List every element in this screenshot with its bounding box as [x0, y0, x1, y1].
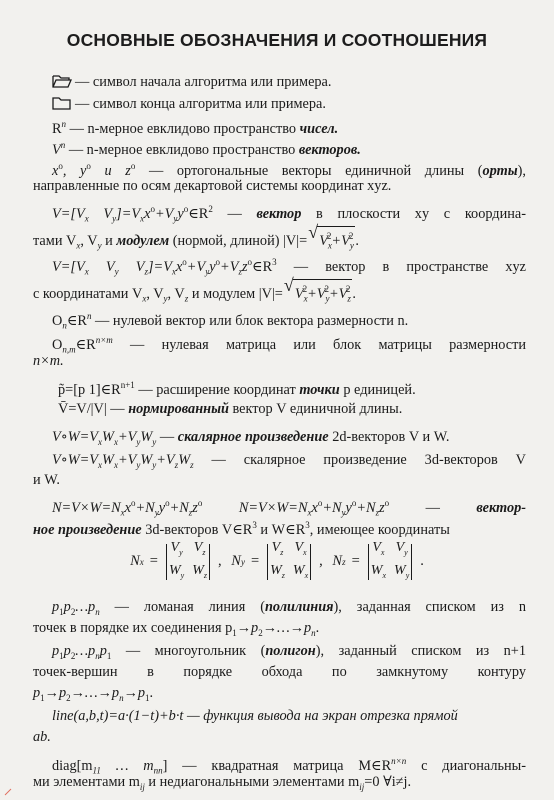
m: ∈R — [188, 205, 209, 222]
m: x — [380, 547, 385, 557]
m: W — [178, 452, 191, 468]
m: y — [205, 266, 210, 277]
m: o — [215, 257, 221, 267]
m: o — [183, 204, 189, 214]
m: x — [175, 258, 183, 275]
m: z — [379, 499, 385, 516]
m: V̄=V/|V| — — [58, 401, 129, 417]
m: 1 — [232, 627, 237, 638]
m: o — [317, 498, 323, 508]
line-vn — [52, 136, 361, 159]
line-polyline — [52, 598, 526, 621]
t: — скалярное произведение 3d-векторов V — [193, 452, 526, 468]
m: →…→p — [70, 685, 120, 701]
line-line-func — [52, 707, 458, 725]
m: y — [114, 266, 119, 277]
m: V=[V — [52, 258, 85, 275]
m: V — [88, 205, 113, 222]
m: V — [88, 258, 115, 275]
term-vector: вектор — [256, 205, 302, 222]
m: +N — [169, 499, 189, 516]
m: x — [124, 499, 132, 516]
m: W — [102, 452, 114, 468]
t: p единицей. — [339, 381, 416, 398]
m: y — [345, 499, 352, 516]
t: — ломаная линия ( — [99, 599, 265, 615]
m: p — [63, 643, 71, 659]
m: ab. — [33, 729, 51, 745]
m: p — [52, 599, 60, 615]
m: y — [177, 205, 184, 222]
m: n — [119, 692, 124, 703]
m: o — [58, 161, 63, 171]
m: N — [231, 553, 241, 570]
m: x — [382, 570, 387, 580]
m: x — [311, 499, 318, 516]
m: ∈R — [66, 312, 87, 329]
m: p̃=[p 1]∈R — [58, 381, 121, 398]
line-v2d — [52, 200, 526, 228]
line-algorithm-end — [52, 95, 326, 115]
m: 1 — [106, 650, 112, 661]
m: 2 — [345, 284, 351, 294]
t: 2d-векторов V и W. — [328, 429, 450, 445]
m: n — [95, 606, 100, 617]
m: →p — [236, 620, 259, 636]
m: N=V×W=N — [202, 499, 308, 516]
t: — ортогональные векторы единичной длины ( — [135, 162, 483, 179]
line-dot-3d-2 — [33, 471, 60, 489]
m: x — [303, 293, 308, 304]
m: z — [281, 570, 285, 580]
m: y — [349, 240, 354, 251]
m: 2 — [208, 204, 213, 214]
m: o — [351, 498, 357, 508]
m: n — [86, 311, 92, 321]
m: y — [97, 240, 102, 251]
m: V — [294, 285, 304, 302]
m: … m — [100, 757, 154, 774]
m: n×n — [391, 756, 407, 766]
sym-R: R — [52, 120, 62, 137]
m: ]=V — [147, 258, 172, 275]
m: o — [150, 204, 155, 214]
determinant-nz — [366, 540, 414, 584]
term-dot-product: скалярное произведение — [177, 429, 329, 445]
t: =0 ∀i≠j. — [364, 774, 412, 790]
t: и W. — [33, 472, 60, 488]
t: , V — [80, 232, 98, 249]
page-title: ОСНОВНЫЕ ОБОЗНАЧЕНИЯ И СООТНОШЕНИЯ — [66, 30, 488, 50]
m: V∘W=V — [52, 452, 99, 468]
m: 3 — [272, 257, 277, 267]
m: W — [394, 562, 406, 578]
t: тами V — [33, 232, 77, 249]
m: y — [404, 547, 408, 557]
m: N — [332, 553, 343, 570]
m: +V — [154, 205, 174, 222]
m: x — [142, 293, 147, 304]
line-rn — [52, 115, 338, 138]
m: x — [171, 266, 176, 277]
line-polygon-3 — [33, 684, 153, 707]
t: с диагональны- — [406, 757, 527, 774]
m: 2 — [70, 650, 76, 661]
m: nn — [153, 765, 163, 776]
m: →p — [123, 685, 146, 701]
m: p — [99, 643, 107, 659]
m: +V — [331, 232, 350, 249]
t: — — [389, 499, 477, 516]
m: z — [192, 499, 198, 516]
line-polygon-2 — [33, 663, 526, 681]
m: z — [202, 547, 206, 557]
t: в плоскости xy с координа- — [301, 205, 526, 222]
folder-closed-icon — [52, 96, 72, 115]
m: z — [375, 507, 380, 518]
m: →p — [44, 685, 67, 701]
m: y — [152, 436, 157, 447]
term-orts: орты — [482, 162, 518, 179]
m: +V — [329, 285, 348, 302]
m: x — [139, 556, 144, 567]
t: точек в порядке их соединения p — [33, 620, 233, 636]
t: и недиагональными элементами m — [144, 774, 360, 790]
line-text: — n-мерное евклидово пространство — [68, 141, 296, 158]
m: o — [131, 498, 136, 508]
sqrt-expr: √ $V_x^2+V_y^2$ — [308, 226, 355, 255]
m: z — [342, 556, 346, 567]
m: +V — [156, 452, 175, 468]
m: line(a,b,t)=a·(1−t)+b·t — функция вывода на экран отрезка прямой — [52, 708, 458, 724]
line-text: — символ начала алгоритма или примера. — [75, 74, 332, 90]
m: V — [271, 540, 281, 555]
m: x — [113, 459, 118, 470]
sup-n: n — [61, 119, 67, 129]
t: ми элементами m — [33, 774, 140, 790]
line-zero-matrix-2 — [33, 352, 64, 370]
m: z — [238, 266, 242, 277]
t: и — [101, 232, 117, 249]
m: 2 — [66, 692, 71, 703]
sqrt-expr: √ $V_x^2+V_y^2+V_z^2$ — [284, 279, 353, 308]
m: x — [144, 205, 151, 222]
m: y — [152, 459, 157, 470]
m: 2 — [258, 627, 263, 638]
m: W — [192, 562, 204, 578]
m: n×m. — [33, 353, 64, 369]
term-cross-product: вектор- — [476, 499, 526, 516]
sup-n: n — [60, 140, 66, 150]
m: ij — [139, 781, 145, 792]
m: y — [325, 293, 330, 304]
t: — — [212, 205, 257, 222]
m: o — [86, 161, 91, 171]
m: z — [174, 459, 179, 470]
t: — расширение координат — [134, 381, 300, 398]
m: y — [136, 459, 141, 470]
t: с координатами V — [33, 285, 143, 302]
line-v2d-2: тами $V_x$, $V_y$ и модулем (нормой, длиной) |V|= √ $V_x^2+V_y^2$ . — [33, 226, 359, 255]
page-corner-mark — [4, 788, 12, 796]
t: , V — [146, 285, 164, 302]
m: n — [311, 627, 316, 638]
m: 2 — [324, 284, 329, 294]
m: W — [102, 429, 114, 445]
m: y — [173, 213, 178, 224]
m: 1 — [40, 692, 45, 703]
determinants-row: N x = $V_y$ $V_z$ $W_y$ $W_z$ , N y = $V_z$ $V_x$ $W_z$ $W_x$ , N z = $V_x$ $V_y$ $W_x$ $W_y$ . — [0, 540, 554, 584]
m: →…→p — [262, 620, 312, 636]
m: W — [140, 429, 153, 445]
term-polygon: полигон — [265, 643, 316, 659]
m: y — [341, 507, 346, 518]
m: x — [303, 547, 307, 557]
t: направленные по осям декартовой системы координат xyz. — [33, 178, 392, 194]
determinant-nx — [164, 540, 212, 584]
t: , V — [167, 285, 185, 302]
m: y — [179, 547, 183, 557]
m: y — [240, 556, 245, 567]
m: o — [182, 257, 187, 267]
m: V — [319, 232, 328, 249]
term-normalized: нормированный — [128, 401, 229, 417]
m: y — [136, 436, 141, 447]
line-dot-2d — [52, 428, 450, 451]
m: ∈R — [75, 336, 96, 353]
m: 2 — [348, 231, 354, 241]
m: V=[V — [52, 205, 85, 222]
m: и z — [90, 162, 131, 179]
m: y — [154, 507, 159, 518]
term-modulus: модулем — [116, 232, 170, 249]
m: z — [241, 258, 248, 275]
m: ∈R — [252, 258, 273, 275]
m: n,m — [62, 344, 76, 355]
t: — нулевая матрица или блок матрицы размерности — [112, 336, 526, 353]
m: z — [347, 293, 351, 304]
m: ij — [359, 781, 365, 792]
m: 2 — [326, 231, 332, 241]
m: x — [52, 162, 59, 179]
m: n+1 — [120, 380, 135, 390]
t: ), заданная списком из n — [333, 599, 526, 615]
m: z — [280, 547, 284, 557]
m: o — [384, 498, 390, 508]
m: x — [140, 213, 145, 224]
line-zero-matrix — [52, 331, 526, 359]
m: y — [209, 258, 216, 275]
m: V — [372, 540, 381, 555]
m: y — [158, 499, 166, 516]
m: W — [292, 562, 305, 578]
m: z — [184, 293, 189, 304]
line-dot-3d — [52, 451, 526, 474]
t: и модулем |V|= — [188, 285, 283, 302]
t: вектор V единичной длины. — [228, 401, 403, 417]
m: y — [180, 570, 185, 580]
m: x — [327, 240, 332, 251]
t: (нормой, длиной) |V|= — [169, 232, 308, 249]
m: , y — [62, 162, 87, 179]
line-algorithm-start — [52, 73, 331, 93]
m: p — [52, 643, 60, 659]
m: 1 — [59, 606, 64, 617]
m: V — [118, 258, 145, 275]
m: V — [193, 540, 203, 555]
line-diag-2 — [33, 773, 411, 796]
m: 2 — [70, 606, 76, 617]
m: z — [190, 459, 194, 470]
m: V∘W=V — [52, 429, 99, 445]
m: +V — [307, 285, 326, 302]
t: ), — [517, 162, 526, 179]
m: diag[m — [52, 757, 93, 774]
t: . — [315, 620, 320, 636]
folder-open-icon — [52, 74, 72, 93]
m: x — [113, 436, 118, 447]
line-orts-2 — [33, 177, 391, 195]
m: …p — [75, 599, 96, 615]
m: …p — [75, 643, 96, 659]
line-line-func-2 — [33, 728, 51, 746]
m: ]=V — [116, 205, 141, 222]
m: z — [144, 266, 148, 277]
m: V — [170, 540, 180, 555]
t: — вектор в пространстве xyz — [276, 258, 527, 275]
term-vectors: векторов. — [298, 141, 361, 158]
term-cross-product-2: ное произведение — [33, 521, 142, 538]
line-extension — [58, 376, 416, 399]
m: +N — [356, 499, 376, 516]
m: n — [95, 650, 100, 661]
t: — нулевой вектор или блок вектора размерности n. — [91, 312, 409, 329]
m: y — [405, 570, 410, 580]
m: O — [52, 336, 63, 353]
m: W — [370, 562, 383, 578]
m: y — [163, 293, 168, 304]
m: +V — [117, 452, 137, 468]
m: x — [304, 570, 309, 580]
m: 3 — [252, 520, 257, 530]
m: y — [112, 213, 117, 224]
m: +V — [220, 258, 239, 275]
m: x — [84, 266, 89, 277]
m: x — [98, 459, 103, 470]
m: o — [197, 498, 203, 508]
line-polygon — [52, 642, 526, 665]
m: 1 — [145, 692, 150, 703]
m: z — [203, 570, 208, 580]
m: W — [168, 562, 181, 578]
t: и W∈R — [256, 521, 306, 538]
m: V — [395, 540, 405, 555]
m: 3 — [305, 520, 310, 530]
m: n×m — [95, 335, 113, 345]
m: o — [165, 498, 170, 508]
m: W — [270, 562, 282, 578]
line-cross-2 — [33, 516, 450, 539]
t: точек-вершин в порядке обхода по замкнутому контуру — [33, 664, 526, 680]
m: x — [307, 507, 312, 518]
t: — — [156, 429, 178, 445]
t: 3d-векторов V∈R — [141, 521, 253, 538]
line-polyline-2 — [33, 619, 319, 642]
m: o — [247, 257, 253, 267]
t: — многоугольник ( — [111, 643, 266, 659]
m: V — [294, 540, 304, 555]
line-text: — n-мерное евклидово пространство — [69, 120, 297, 137]
m: x — [84, 213, 89, 224]
m: z — [188, 507, 193, 518]
m: N=V×W=N — [52, 499, 121, 516]
m: +V — [117, 429, 137, 445]
m: +N — [135, 499, 155, 516]
m: p — [33, 685, 41, 701]
term-point: точки — [299, 381, 340, 398]
m: n — [62, 320, 67, 331]
m: 11 — [92, 765, 101, 776]
m: +N — [322, 499, 342, 516]
line-normalized — [58, 400, 402, 418]
m: x — [120, 507, 125, 518]
t: , имеющее координаты — [309, 521, 450, 538]
m: x — [98, 436, 103, 447]
m: x — [76, 240, 81, 251]
m: W — [140, 452, 153, 468]
t: . — [149, 685, 154, 701]
sym-V: V — [52, 141, 61, 158]
m: p — [63, 599, 71, 615]
t: ] — квадратная матрица M∈R — [162, 757, 392, 774]
line-text: — символ конца алгоритма или примера. — [75, 96, 326, 112]
line-v3d-2: с координатами $V_x$, $V_y$, $V_z$ и модулем |V|= √ $V_x^2+V_y^2+V_z^2$ . — [33, 279, 356, 308]
m: o — [130, 161, 136, 171]
m: N — [130, 553, 140, 570]
determinant-ny — [265, 540, 313, 584]
m: 1 — [59, 650, 64, 661]
t: ), заданный списком из n+1 — [315, 643, 526, 659]
m: +V — [186, 258, 206, 275]
term-polyline: полилиния — [264, 599, 334, 615]
term-numbers: чисел. — [299, 120, 339, 137]
m: O — [52, 312, 63, 329]
m: 2 — [302, 284, 308, 294]
